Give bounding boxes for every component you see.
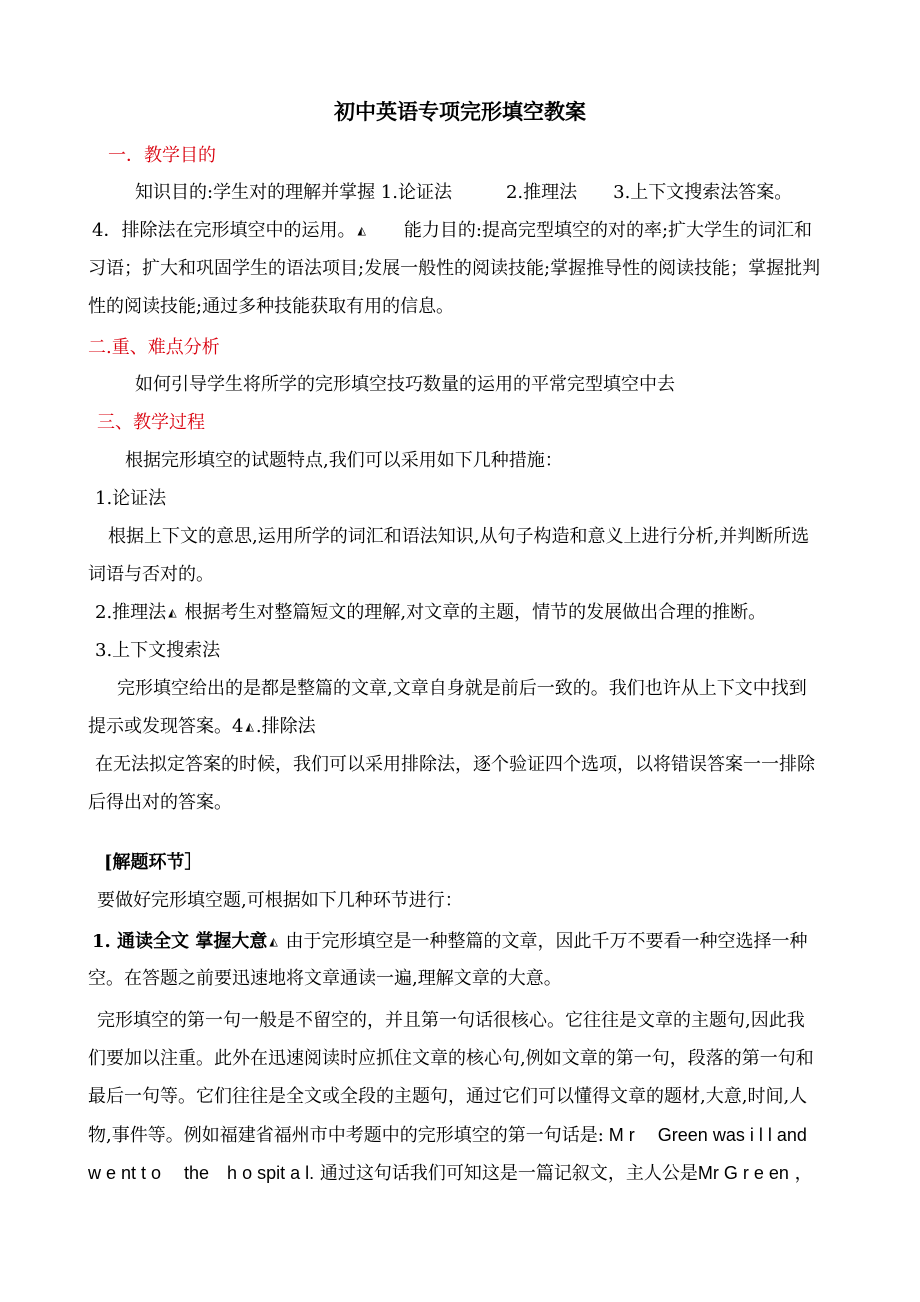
method-heading: 2.推理法 (95, 602, 167, 623)
method-heading: 1.论证法 (95, 488, 167, 509)
text-span: 由于完形填空是一种整篇的文章，因此千万不要看一种空选择一种 (279, 931, 808, 952)
steps-heading: [解题环节］ (104, 852, 203, 873)
anchor-mark-icon: ◭ (168, 606, 177, 619)
paragraph-line: 最后一句等。它们往往是全文或全段的主题句，通过它们可以懂得文章的题材,大意,时间,人 (88, 1086, 808, 1107)
paragraph-line: 性的阅读技能;通过多种技能获取有用的信息。 (88, 296, 455, 317)
paragraph-line: 词语与否对的。 (88, 564, 214, 585)
anchor-mark-icon: ◭ (245, 720, 254, 733)
paragraph-line (0, 1122, 920, 1149)
method-heading: 3.上下文搜索法 (95, 640, 221, 661)
text-span: ， (788, 1163, 813, 1184)
section-heading-process: 三、教学过程 (97, 412, 205, 433)
english-text: M r Green was i l l and (603, 1125, 807, 1145)
document-title: 初中英语专项完形填空教案 (334, 100, 586, 124)
paragraph-line (0, 1160, 920, 1187)
paragraph-line (0, 218, 920, 244)
english-text: Mr G r e en (697, 1163, 789, 1183)
paragraph-line: 如何引导学生将所学的完形填空技巧数量的运用的平常完型填空中去 (135, 374, 675, 395)
method-heading: .排除法 (255, 716, 316, 737)
text-span: 通过这句话我们可知这是一篇记叙文，主人公是 (314, 1163, 698, 1184)
paragraph-line: 根据完形填空的试题特点,我们可以采用如下几种措施： (125, 450, 563, 471)
text-span: 根据考生对整篇短文的理解,对文章的主题，情节的发展做出合理的推断。 (178, 602, 767, 623)
paragraph-line: 在无法拟定答案的时候，我们可以采用排除法，逐个验证四个选项，以将错误答案一一排除 (95, 754, 815, 775)
text-span: 提示或发现答案。4 (88, 716, 244, 737)
paragraph-line: 空。在答题之前要迅速地将文章通读一遍,理解文章的大意。 (88, 968, 562, 989)
step-heading: 1. 通读全文 掌握大意 (92, 931, 268, 952)
paragraph-line: 习语；扩大和巩固学生的语法项目;发展一般性的阅读技能;掌握推导性的阅读技能；掌握批判 (88, 258, 821, 279)
paragraph-line: 要做好完形填空题,可根据如下几种环节进行： (97, 890, 463, 911)
paragraph-line (0, 714, 920, 740)
text-span: 4．排除法在完形填空中的运用。 (92, 220, 356, 241)
paragraph-line: 完形填空的第一句一般是不留空的，并且第一句话很核心。它往往是文章的主题句,因此我 (97, 1010, 805, 1031)
paragraph-line: 知识目的:学生对的理解并掌握 1.论证法 2.推理法 3.上下文搜索法答案。 (135, 182, 793, 203)
text-span: 物,事件等。例如福建省福州市中考题中的完形填空的第一句话是: (88, 1125, 604, 1146)
paragraph-line (0, 929, 920, 955)
text-span: 能力目的:提高完型填空的对的率;扩大学生的词汇和 (367, 220, 813, 241)
paragraph-line: 完形填空给出的是都是整篇的文章,文章自身就是前后一致的。我们也许从上下文中找到 (117, 678, 807, 699)
english-text: w e nt t o the h o spit a l. (88, 1163, 315, 1183)
anchor-mark-icon: ◭ (269, 935, 278, 948)
section-heading-key-points: 二.重、难点分析 (88, 337, 220, 358)
section-heading-objectives: 一．教学目的 (108, 145, 216, 166)
paragraph-line: 后得出对的答案。 (88, 792, 232, 813)
paragraph-line: 根据上下文的意思,运用所学的词汇和语法知识,从句子构造和意义上进行分析,并判断所选 (108, 526, 810, 547)
paragraph-line: 们要加以注重。此外在迅速阅读时应抓住文章的核心句,例如文章的第一句，段落的第一句和 (88, 1048, 814, 1069)
anchor-mark-icon: ◭ (357, 224, 366, 237)
paragraph-line (0, 600, 920, 626)
